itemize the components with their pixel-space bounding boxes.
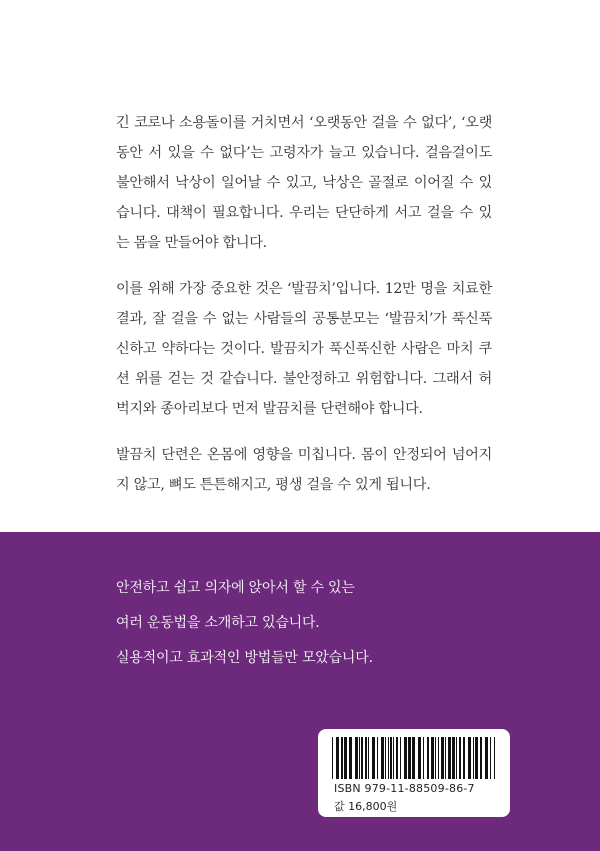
- body-paragraph-2: 이를 위해 가장 중요한 것은 ‘발끔치’입니다. 12만 명을 치료한 결과, 잘 걸을 수 없는 사람들의 공통분모는 ‘발끔치’가 푹신푹신하고 약하다는 것이다. 발끔치가 푹신푹신한 사람은 마치 쿠션 위를 걷는 것 같습니다. 불안정하고 위험합니다. 그래서 허벅지와 종아리보다 먼저 발끔치를 단련해야 합니다.: [116, 281, 492, 417]
- body-paragraph-1: 긴 코로나 소용돌이를 거치면서 ‘오랫동안 걸을 수 없다’, ‘오랫동안 서 있을 수 없다’는 고령자가 늘고 있습니다. 걸음걸이도 불안해서 낙상이 일어날 수 있고, 낙상은 골절로 이어질 수 있습니다. 대책이 필요합니다. 우리는 단단하게 서고 걸을 수 있는 몸을 만들어야 합니다.: [116, 115, 492, 251]
- isbn-number: ISBN 979-11-88509-86-7: [334, 782, 475, 795]
- body-paragraph-3: 발끔치 단련은 온몸에 영향을 미칩니다. 몸이 안정되어 넘어지지 않고, 뼈도 튼튼해지고, 평생 걸을 수 있게 됩니다.: [116, 447, 492, 493]
- blurb-line-3: 실용적이고 효과적인 방법들만 모았습니다.: [116, 650, 373, 666]
- barcode-icon: [332, 737, 498, 779]
- blurb: [116, 578, 496, 683]
- price-label: 값 16,800원: [334, 800, 398, 813]
- blurb-line-2: 여러 운동법을 소개하고 있습니다.: [116, 615, 320, 631]
- back-cover-body: [116, 108, 492, 516]
- barcode-box: [318, 729, 510, 817]
- blurb-line-1: 안전하고 쉽고 의자에 앉아서 할 수 있는: [116, 580, 355, 596]
